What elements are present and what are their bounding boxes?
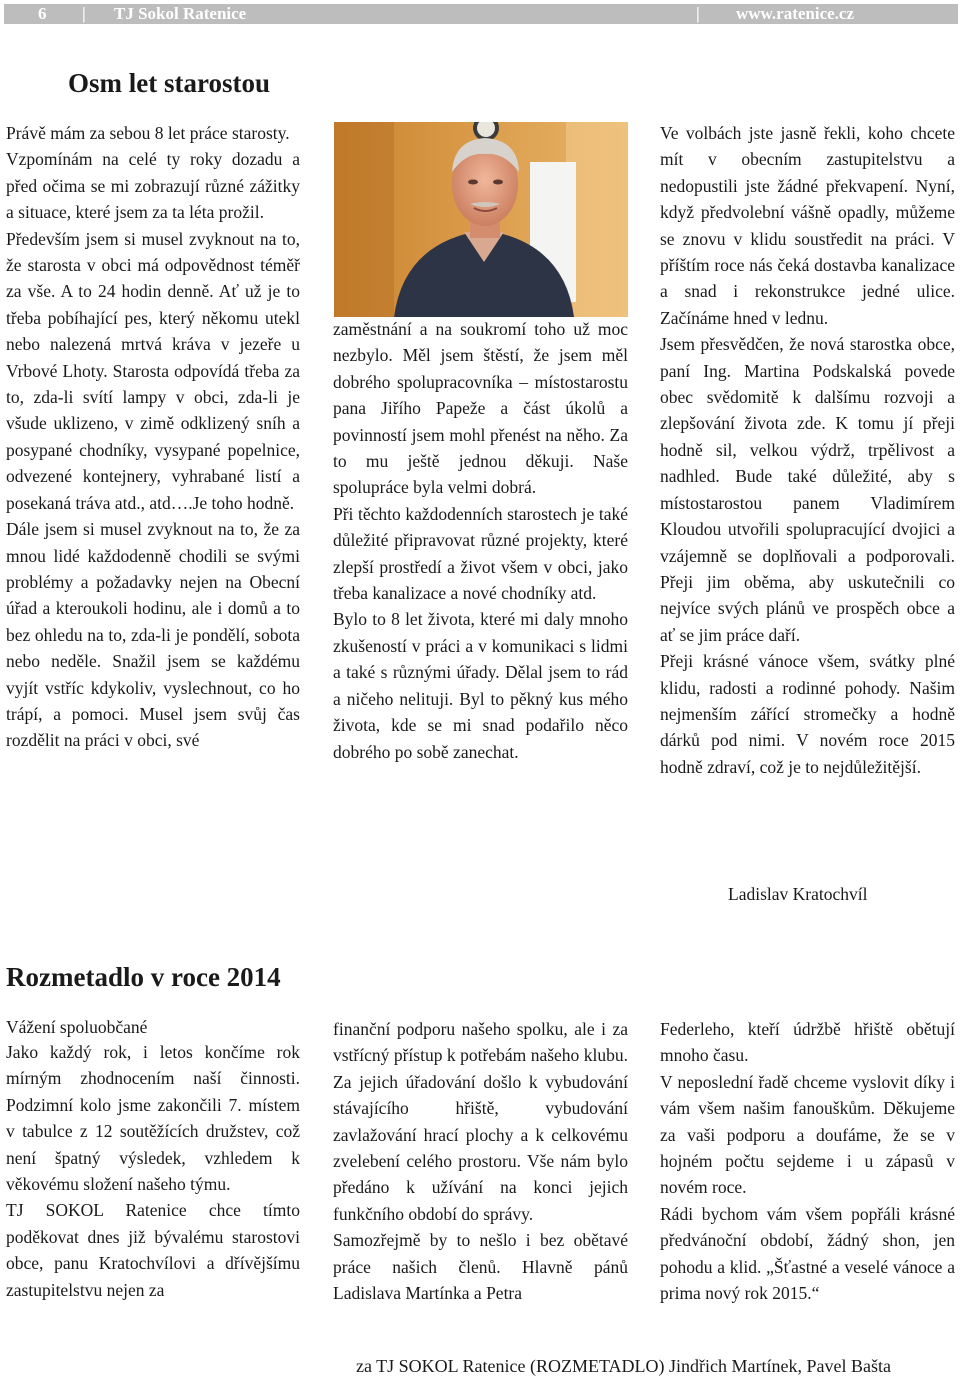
paragraph: finanční podporu našeho spolku, ale i za vstřícný přístup k potřebám našeho klubu. Za jejich úřadování došlo k vybudování stávajícího hřiště, vybudování zavlažování hrací plochy a k celkovému zvelebení celého prostoru. Vše nám bylo předáno k užívání na konci jejich funkčního období do správy. — [333, 1019, 628, 1224]
article-column-2 — [333, 1016, 628, 1306]
article-title: Rozmetadlo v roce 2014 — [6, 962, 281, 992]
paragraph: Především jsem si musel zvyknout na to, že starosta v obci má odpovědnost téměř za vše. A to 24 hodin denně. Ať už je to třeba pobíhající pes, který někomu utekl nebo nalezená mrtvá kráva v jezeře u Vrbové Lhoty. Starosta odpovídá třeba za to, zda-li svítí lampy v obci, zda-li je všude uklizeno, v zimě odklizený sníh a posypané chodníky, vysypané popelnice, odvezené kontejnery, vyhrabané listí a posekaná tráva atd., atd….Je toho hodně. — [6, 228, 300, 513]
page-number: 6 — [38, 4, 47, 23]
greeting: Vážení spoluobčané — [6, 1017, 148, 1037]
portrait-illustration — [334, 122, 628, 317]
paragraph: Dále jsem si musel zvyknout na to, že za mnou lidé každodenně chodili se svými problémy a požadavky nejen na Obecní úřad a kteroukoli hodinu, ale i domů a to bez ohledu na to, zda-li je pondělí, sobota nebo neděle. Snažil jsem se každému vyjít vstříc kdykoliv, vyslechnout, co ho trápí, a pomoci. Musel jsem svůj čas rozdělit na práci v obci, své — [6, 519, 300, 751]
article-title: Osm let starostou — [68, 68, 270, 98]
article-column-3 — [660, 120, 955, 780]
article-credit: za TJ SOKOL Ratenice (ROZMETADLO) Jindřich Martínek, Pavel Bašta — [356, 1356, 891, 1376]
article-column-3 — [660, 1016, 955, 1306]
paragraph: Právě mám za sebou 8 let práce starosty. — [6, 123, 290, 143]
mayor-portrait-photo — [334, 122, 628, 317]
header-website: www.ratenice.cz — [736, 4, 855, 23]
article-column-1 — [6, 1016, 300, 1303]
paragraph: V neposlední řadě chceme vyslovit díky i vám všem našim fanouškům. Děkujeme za vaši podporu a doufáme, že se v hojném počtu sejdeme i u zápasů v novém roce. — [660, 1071, 955, 1198]
paragraph: Bylo to 8 let života, které mi daly mnoho zkušeností v práci a v komunikaci s lidmi a také s různými úřady. Dělal jsem to rád a ničeho nelituji. Byl to pěkný kus mého života, kde se mi snad podařilo něco dobrého po sobě zanechat. — [333, 609, 628, 762]
paragraph: Samozřejmě by to nešlo i bez obětavé práce našich členů. Hlavně pánů Ladislava Martínka a Petra — [333, 1230, 628, 1304]
paragraph: Přeji krásné vánoce všem, svátky plné klidu, radosti a rodinné pohody. Našim nejmenším zářící stromečky a hodně dárků pod nimi. V novém roce 2015 hodně zdraví, což je to nejdůležitější. — [660, 651, 955, 777]
paragraph: Vzpomínám na celé ty roky dozadu a před očima se mi zobrazují různé zážitky a situace, které jsem za ta léta prožil. — [6, 149, 300, 223]
paragraph: TJ SOKOL Ratenice chce tímto poděkovat dnes již bývalému starostovi obce, panu Kratochvílovi a dřívějšímu zastupitelstvu nejen za — [6, 1200, 300, 1300]
page-header-bar — [4, 4, 958, 24]
article-column-1 — [6, 120, 300, 754]
paragraph: Rádi bychom vám všem popřáli krásné předvánoční období, žádný shon, jen pohodu a klid. „Šťastné a veselé vánoce a prima nový rok 2015.“ — [660, 1203, 955, 1304]
paragraph: Ve volbách jste jasně řekli, koho chcete mít v obecním zastupitelstvu a nedopustili jste žádné překvapení. Nyní, když předvolební vášně opadly, můžeme se znovu v klidu soustředit na práci. V příštím roce nás čeká dostavba kanalizace a snad i rekonstrukce jedné ulice. Začínáme hned v lednu. — [660, 123, 955, 328]
article-signature: Ladislav Kratochvíl — [728, 884, 868, 904]
article-column-2 — [333, 316, 628, 765]
paragraph: Při těchto každodenních starostech je také důležité připravovat různé projekty, které zlepší prostředí a život všem v obci, jako třeba kanalizace a nové chodníky atd. — [333, 503, 628, 604]
header-site-name: TJ Sokol Ratenice — [114, 4, 247, 23]
header-separator: | — [82, 4, 86, 23]
paragraph: Jako každý rok, i letos končíme rok mírným zhodnocením naší činnosti. Podzimní kolo jsme zakončili 7. místem v tabulce z 12 soutěžících družstev, což není špatný výsledek, vzhledem k věkovému složení našeho týmu. — [6, 1042, 300, 1195]
header-separator: | — [696, 4, 700, 23]
paragraph: Jsem přesvědčen, že nová starostka obce, paní Ing. Martina Podskalská povede obec svědomitě k dalšímu rozvoji a zlepšování života zde. K tomu jí přeji hodně sil, velkou výdrž, trpělivost a nadhled. Bude také důležité, aby s místostarostou panem Vladimírem Kloudou utvořili spolupracující dvojici a vzájemně se doplňovali a podporovali. Přeji jim oběma, aby uskutečnili co nejvíce svých plánů ve prospěch obce a ať se jim práce daří. — [660, 334, 955, 645]
paragraph: Federlehо, kteří údržbě hřiště obětují mnoho času. — [660, 1019, 955, 1066]
paragraph: zaměstnání a na soukromí toho už moc nezbylo. Měl jsem štěstí, že jsem měl dobrého spolupracovníka – místostarostu pana Jiřího Papeže a část úkolů a povinností jsem mohl přenést na něho. Za to mu ještě jednou děkuji. Naše spolupráce byla velmi dobrá. — [333, 319, 628, 498]
